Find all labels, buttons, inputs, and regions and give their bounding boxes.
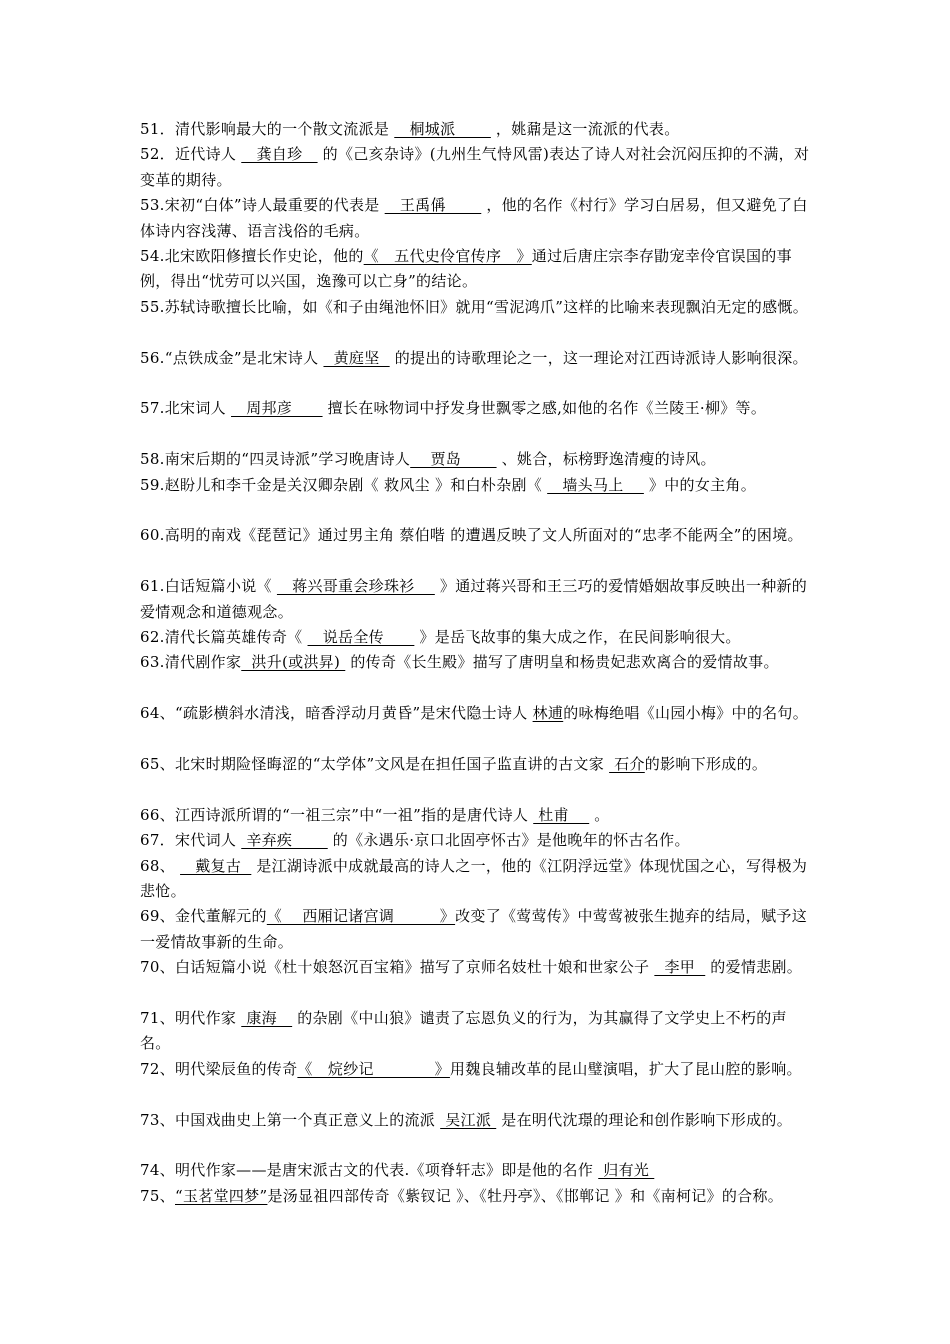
answer-blank: 黄庭坚	[323, 348, 390, 367]
answer-blank: 《 五代史伶官传序 》	[363, 247, 532, 265]
question-70	[140, 955, 812, 980]
question-text: 54.北宋欧阳修擅长作史论，他的	[140, 247, 364, 265]
question-69	[140, 904, 812, 955]
question-text: 61.白话短篇小说《	[140, 577, 277, 596]
question-text: 70、白话短篇小说《杜十娘怒沉百宝箱》描写了京师名妓杜十娘和世家公子	[140, 958, 655, 977]
question-text: 52．近代诗人	[140, 145, 242, 164]
question-71	[140, 1006, 812, 1057]
question-63	[140, 650, 812, 675]
question-text: 60.高明的南戏《琵琶记》通过男主角 蔡伯喈 的遭遇反映了文人所面对的“忠孝不能两全”的困境。	[140, 526, 803, 545]
answer-blank: 吴江派	[440, 1110, 497, 1129]
answer-blank: 戴复古	[180, 856, 252, 875]
question-75	[140, 1184, 812, 1209]
question-text: 75、	[140, 1186, 175, 1205]
answer-blank: 归有光	[598, 1161, 655, 1180]
answer-blank: 桐城派	[394, 120, 491, 138]
question-57	[140, 396, 812, 421]
question-text: 擅长在咏物词中抒发身世飘零之感,如他的名作《兰陵王·柳》等。	[322, 399, 767, 418]
question-61	[140, 574, 812, 625]
answer-blank: 说岳全传	[307, 628, 415, 646]
question-66	[140, 803, 812, 828]
answer-blank: 贾岛	[410, 450, 497, 469]
question-text: 。	[589, 805, 610, 824]
answer-blank: 墙头马上	[547, 475, 644, 494]
question-text: 67．宋代词人	[140, 831, 242, 850]
question-text: 71、明代作家	[140, 1009, 242, 1027]
question-text: 用魏良辅改革的昆山璧演唱，扩大了昆山腔的影响。	[449, 1059, 802, 1078]
question-text: 通过后唐庄宗李存勖宠幸伶官误国的事例，得出“忧劳可以兴国，逸豫可以亡身”的结论。	[140, 247, 792, 291]
question-58	[140, 447, 812, 472]
question-text: 53.宋初“白体”诗人最重要的代表是	[140, 196, 385, 215]
answer-blank: 康海	[241, 1009, 293, 1027]
question-text: 》中的女主角。	[643, 475, 757, 494]
question-text: 的杂剧《中山狼》谴责了忘恩负义的行为，为其赢得了文学史上不朽的声名。	[140, 1009, 787, 1053]
question-72	[140, 1057, 812, 1082]
question-56	[140, 346, 812, 371]
question-64	[140, 701, 812, 726]
question-text: 是江湖诗派中成就最高的诗人之一，他的《江阴浮远堂》体现忧国之心，写得极为悲怆。	[140, 856, 808, 900]
answer-blank: 洪升(或洪昇)	[241, 653, 346, 672]
question-text: 62.清代长篇英雄传奇《	[140, 628, 308, 646]
answer-blank: 《 烷纱记 》	[297, 1059, 450, 1078]
question-text: 》通过蒋兴哥和王三巧的爱情婚姻故事反映出一种新的爱情观念和道德观念。	[140, 577, 808, 621]
question-text: 的《永遇乐·京口北固亭怀古》是他晚年的怀古名作。	[327, 831, 690, 850]
question-62	[140, 625, 812, 650]
question-73	[140, 1108, 812, 1133]
answer-blank: “玉茗堂四梦”	[175, 1186, 268, 1205]
answer-blank: 石介	[609, 755, 645, 773]
question-text: 63.清代剧作家	[140, 653, 242, 672]
answer-blank: 林逋	[532, 704, 564, 723]
answer-blank: 《 西厢记诸宫调 》	[266, 907, 456, 926]
question-text: 59.赵盼儿和李千金是关汉卿杂剧《 救风尘 》和白朴杂剧《	[140, 475, 548, 494]
question-text: 56.“点铁成金”是北宋诗人	[140, 348, 324, 367]
question-text: 65、北宋时期险怪晦涩的“太学体”文风是在担任国子监直讲的古文家	[140, 755, 610, 773]
question-text: 66、江西诗派所谓的“一祖三宗”中“一祖”指的是唐代诗人	[140, 805, 534, 824]
question-59	[140, 473, 812, 498]
answer-blank: 周邦彦	[231, 399, 323, 418]
question-text: 55.苏轼诗歌擅长比喻，如《和子由绳池怀旧》就用“雪泥鸿爪”这样的比喻来表现飘泊无定的感慨。	[140, 297, 808, 316]
question-55	[140, 295, 812, 320]
answer-blank: 龚自珍	[241, 145, 318, 164]
question-52	[140, 142, 812, 193]
question-text: 》是岳飞故事的集大成之作，在民间影响很大。	[414, 628, 741, 646]
question-text: 、姚合，标榜野逸清瘦的诗风。	[496, 450, 716, 469]
question-74	[140, 1158, 812, 1183]
question-text: 的影响下形成的。	[644, 755, 768, 773]
question-54	[140, 244, 812, 295]
question-text: 69、金代董解元的	[140, 907, 267, 926]
answer-blank: 辛弃疾	[241, 831, 328, 850]
question-text: 的咏梅绝唱《山园小梅》中的名句。	[563, 704, 809, 723]
question-67	[140, 828, 812, 853]
question-text: 72、明代梁辰鱼的传奇	[140, 1059, 298, 1078]
question-text: 的提出的诗歌理论之一，这一理论对江西诗派诗人影响很深。	[389, 348, 808, 367]
question-text: 是在明代沈璟的理论和创作影响下形成的。	[496, 1110, 792, 1129]
question-text: 的爱情悲剧。	[705, 958, 803, 977]
answer-blank: 蒋兴哥重会珍珠衫	[276, 577, 435, 596]
answer-blank: 杜甫	[533, 805, 590, 824]
answer-blank: 李甲	[654, 958, 706, 977]
question-text: 73、中国戏曲史上第一个真正意义上的流派	[140, 1110, 441, 1129]
question-text: ，姚鼐是这一流派的代表。	[490, 120, 680, 138]
question-text: 是汤显祖四部传奇《紫钗记 》、《牡丹亭》、《邯郸记 》和《南柯记》的合称。	[267, 1186, 784, 1205]
question-text: 改变了《莺莺传》中莺莺被张生抛弃的结局，赋予这一爱情故事新的生命。	[140, 907, 807, 951]
question-text: 的传奇《长生殿》描写了唐明皇和杨贵妃悲欢离合的爱情故事。	[345, 653, 779, 672]
question-text: 74、明代作家——是唐宋派古文的代表.《项脊轩志》即是他的名作	[140, 1161, 599, 1180]
question-51	[140, 117, 812, 142]
question-text: 51．清代影响最大的一个散文流派是	[140, 120, 395, 138]
question-text: 58.南宋后期的“四灵诗派”学习晚唐诗人	[140, 450, 411, 469]
question-text: 57.北宋词人	[140, 399, 232, 418]
question-text: 的《己亥杂诗》(九州生气恃风雷)表达了诗人对社会沉闷压抑的不满，对变革的期待。	[140, 145, 810, 189]
question-65	[140, 752, 812, 777]
question-text: 64、“疏影横斜水清浅，暗香浮动月黄昏”是宋代隐士诗人	[140, 704, 533, 723]
question-68	[140, 854, 812, 905]
question-60	[140, 523, 812, 548]
question-text: 68、	[140, 856, 181, 875]
answer-blank: 王禹偁	[384, 196, 482, 215]
question-53	[140, 193, 812, 244]
question-text: ，他的名作《村行》学习白居易，但又避免了白体诗内容浅薄、语言浅俗的毛病。	[140, 196, 808, 240]
